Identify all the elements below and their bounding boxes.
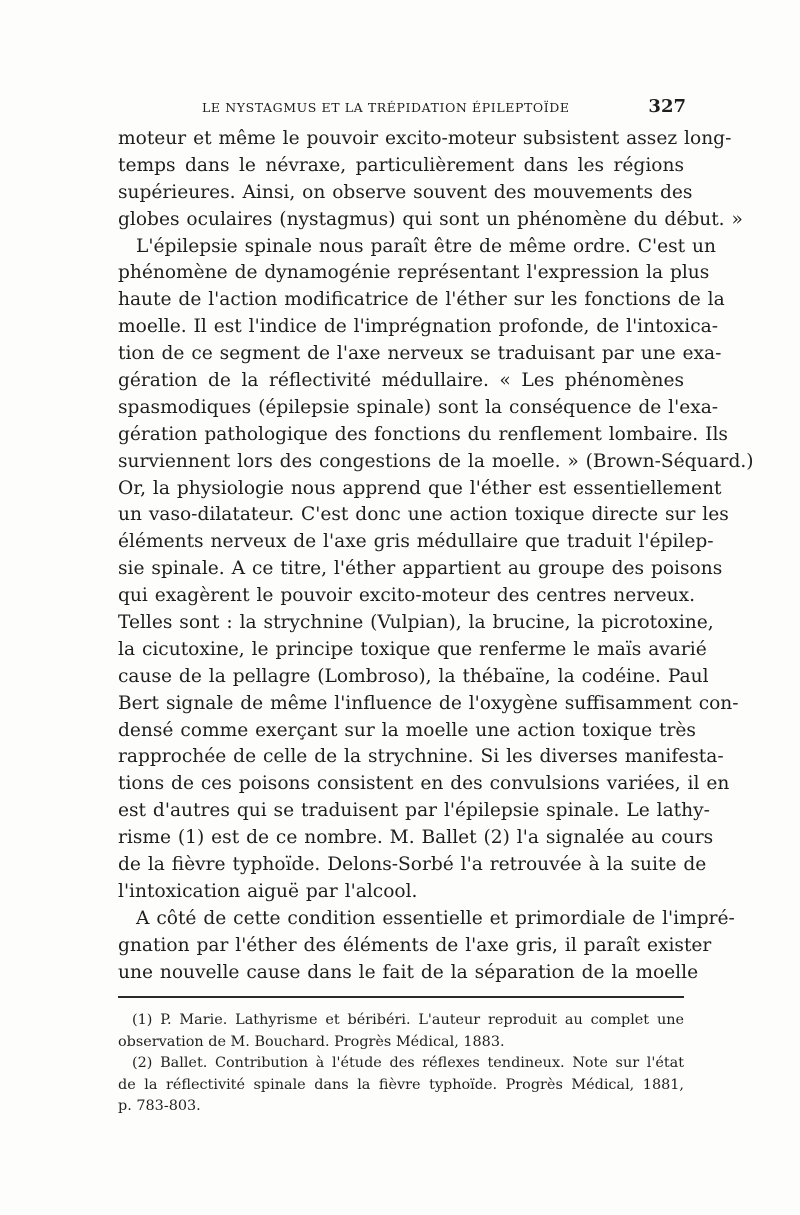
footnote-line: (2) Ballet. Contribution à l'étude des réflexes tendineux. Note sur l'état [132, 1055, 684, 1071]
footnote-line: de la réflectivité spinale dans la fièvre typhoïde. Progrès Médical, 1881, [118, 1076, 684, 1093]
text-line: Or, la physiologie nous apprend que l'éther est essentiellement [118, 477, 722, 499]
running-title: LE NYSTAGMUS ET LA TRÉPIDATION ÉPILEPTOÏDE [202, 100, 570, 115]
running-head [118, 98, 686, 122]
footnote-divider [118, 996, 684, 998]
paragraph-start-line: L'épilepsie spinale nous paraît être de même ordre. C'est un [136, 235, 716, 257]
text-line: un vaso-dilatateur. C'est donc une action toxique directe sur les [118, 504, 729, 526]
text-line: tions de ces poisons consistent en des convulsions variées, il en [118, 773, 730, 795]
footnote-line: (1) P. Marie. Lathyrisme et béribéri. L'auteur reproduit au complet une [132, 1012, 684, 1028]
text-line: gération de la réflectivité médullaire. « Les phénomènes [118, 370, 684, 392]
text-line: surviennent lors des congestions de la moelle. » (Brown-Séquard.) [118, 450, 754, 472]
text-line: densé comme exerçant sur la moelle une action toxique très [118, 719, 696, 741]
text-line: moteur et même le pouvoir excito-moteur subsistent assez long- [118, 128, 732, 149]
text-line: une nouvelle cause dans le fait de la séparation de la moelle [118, 961, 699, 983]
text-line: cause de la pellagre (Lombroso), la thébaïne, la codéine. Paul [118, 665, 709, 687]
text-line: de la fièvre typhoïde. Delons-Sorbé l'a retrouvée à la suite de [118, 854, 707, 876]
page-number: 327 [648, 96, 686, 117]
text-line: Telles sont : la strychnine (Vulpian), la brucine, la picrotoxine, [118, 612, 714, 634]
text-line: sie spinale. A ce titre, l'éther appartient au groupe des poisons [118, 558, 723, 580]
text-line: haute de l'action modificatrice de l'éther sur les fonctions de la [118, 289, 725, 311]
text-line: moelle. Il est l'indice de l'imprégnation profonde, de l'intoxica- [118, 316, 718, 338]
footnote-line: p. 783-803. [118, 1098, 201, 1114]
text-line: globes oculaires (nystagmus) qui sont un phénomène du début. » [118, 208, 743, 230]
text-line: gnation par l'éther des éléments de l'axe gris, il paraît exister [118, 934, 712, 956]
text-line: phénomène de dynamogénie représentant l'expression la plus [118, 262, 710, 284]
paragraph-end-line: l'intoxication aiguë par l'alcool. [118, 880, 418, 902]
text-line: est d'autres qui se traduisent par l'épilepsie spinale. Le lathy- [118, 800, 710, 822]
text-line: spasmodiques (épilepsie spinale) sont la conséquence de l'exa- [118, 396, 719, 418]
footnote-line: observation de M. Bouchard. Progrès Médical, 1883. [118, 1033, 505, 1050]
text-line: Bert signale de même l'influence de l'oxygène suffisamment con- [118, 692, 739, 714]
text-line: supérieures. Ainsi, on observe souvent des mouvements des [118, 181, 693, 203]
footnotes [118, 1010, 684, 1118]
text-line: la cicutoxine, le principe toxique que renferme le maïs avarié [118, 638, 707, 660]
text-line: qui exagèrent le pouvoir excito-moteur des centres nerveux. [118, 585, 696, 607]
text-line: rapprochée de celle de la strychnine. Si les diverses manifesta- [118, 746, 724, 768]
text-line: temps dans le névraxe, particulièrement dans les régions [118, 154, 684, 176]
text-line: tion de ce segment de l'axe nerveux se traduisant par une exa- [118, 343, 722, 365]
body-text [118, 126, 754, 987]
paragraph-start-line: A côté de cette condition essentielle et primordiale de l'impré- [136, 907, 735, 929]
text-line: risme (1) est de ce nombre. M. Ballet (2) l'a signalée au cours [118, 827, 714, 849]
text-line: éléments nerveux de l'axe gris médullaire que traduit l'épilep- [118, 531, 714, 553]
text-line: gération pathologique des fonctions du renflement lombaire. Ils [118, 423, 728, 445]
